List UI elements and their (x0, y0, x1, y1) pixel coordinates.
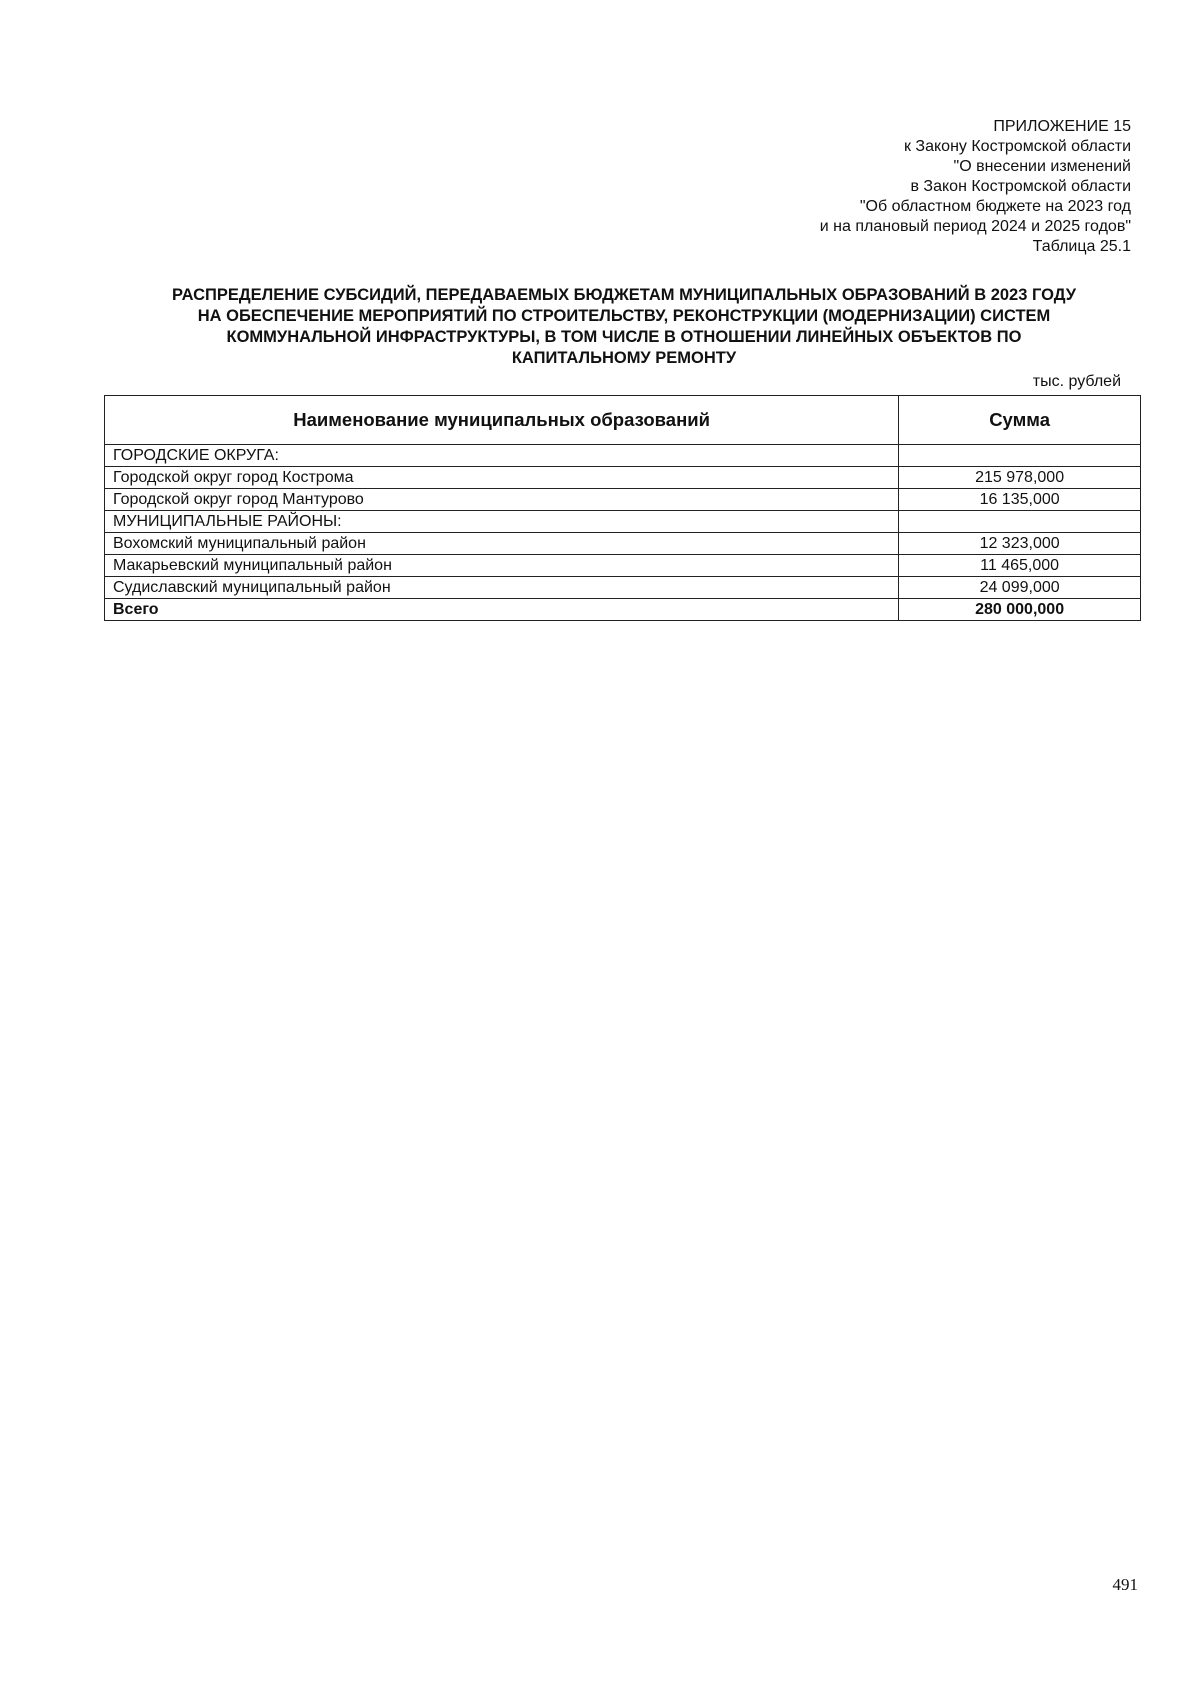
row-amount: 215 978,000 (899, 467, 1141, 489)
row-amount (899, 445, 1141, 467)
appendix-line: к Закону Костромской области (903, 138, 1131, 155)
total-label: Всего (105, 599, 899, 621)
table-row (105, 555, 1141, 577)
table-number: Таблица 25.1 (1032, 238, 1131, 255)
row-amount: 12 323,000 (899, 533, 1141, 555)
title-line: РАСПРЕДЕЛЕНИЕ СУБСИДИЙ, ПЕРЕДАВАЕМЫХ БЮДЖЕТАМ МУНИЦИПАЛЬНЫХ ОБРАЗОВАНИЙ В 2023 ГОДУ (172, 286, 1076, 304)
row-name: МУНИЦИПАЛЬНЫЕ РАЙОНЫ: (105, 511, 899, 533)
column-header-amount: Сумма (899, 396, 1141, 445)
total-amount: 280 000,000 (899, 599, 1141, 621)
title-line: КАПИТАЛЬНОМУ РЕМОНТУ (511, 349, 737, 367)
table-row (105, 467, 1141, 489)
appendix-line: в Закон Костромской области (910, 178, 1131, 195)
table-header-row (105, 396, 1141, 445)
appendix-line: ПРИЛОЖЕНИЕ 15 (993, 118, 1131, 135)
title-line: НА ОБЕСПЕЧЕНИЕ МЕРОПРИЯТИЙ ПО СТРОИТЕЛЬСТВУ, РЕКОНСТРУКЦИИ (МОДЕРНИЗАЦИИ) СИСТЕМ (197, 307, 1051, 325)
appendix-line: и на плановый период 2024 и 2025 годов" (819, 218, 1131, 235)
title-line: КОММУНАЛЬНОЙ ИНФРАСТРУКТУРЫ, В ТОМ ЧИСЛЕ В ОТНОШЕНИИ ЛИНЕЙНЫХ ОБЪЕКТОВ ПО (226, 328, 1022, 346)
table-row (105, 533, 1141, 555)
row-name: ГОРОДСКИЕ ОКРУГА: (105, 445, 899, 467)
table-total-row (105, 599, 1141, 621)
row-amount: 24 099,000 (899, 577, 1141, 599)
row-amount (899, 511, 1141, 533)
appendix-line: "Об областном бюджете на 2023 год (859, 198, 1131, 215)
row-amount: 11 465,000 (899, 555, 1141, 577)
column-header-name: Наименование муниципальных образований (105, 396, 899, 445)
row-name: Городской округ город Кострома (105, 467, 899, 489)
subsidy-table (104, 395, 1141, 621)
row-amount: 16 135,000 (899, 489, 1141, 511)
units-label: тыс. рублей (1032, 373, 1121, 390)
table-row (105, 511, 1141, 533)
table-row (105, 445, 1141, 467)
row-name: Городской округ город Мантурово (105, 489, 899, 511)
row-name: Судиславский муниципальный район (105, 577, 899, 599)
page-number: 491 (1112, 1575, 1138, 1594)
appendix-header (820, 117, 1131, 257)
table-row (105, 489, 1141, 511)
appendix-line: "О внесении изменений (953, 158, 1131, 175)
document-title (104, 285, 1144, 369)
row-name: Макарьевский муниципальный район (105, 555, 899, 577)
row-name: Вохомский муниципальный район (105, 533, 899, 555)
table-row (105, 577, 1141, 599)
